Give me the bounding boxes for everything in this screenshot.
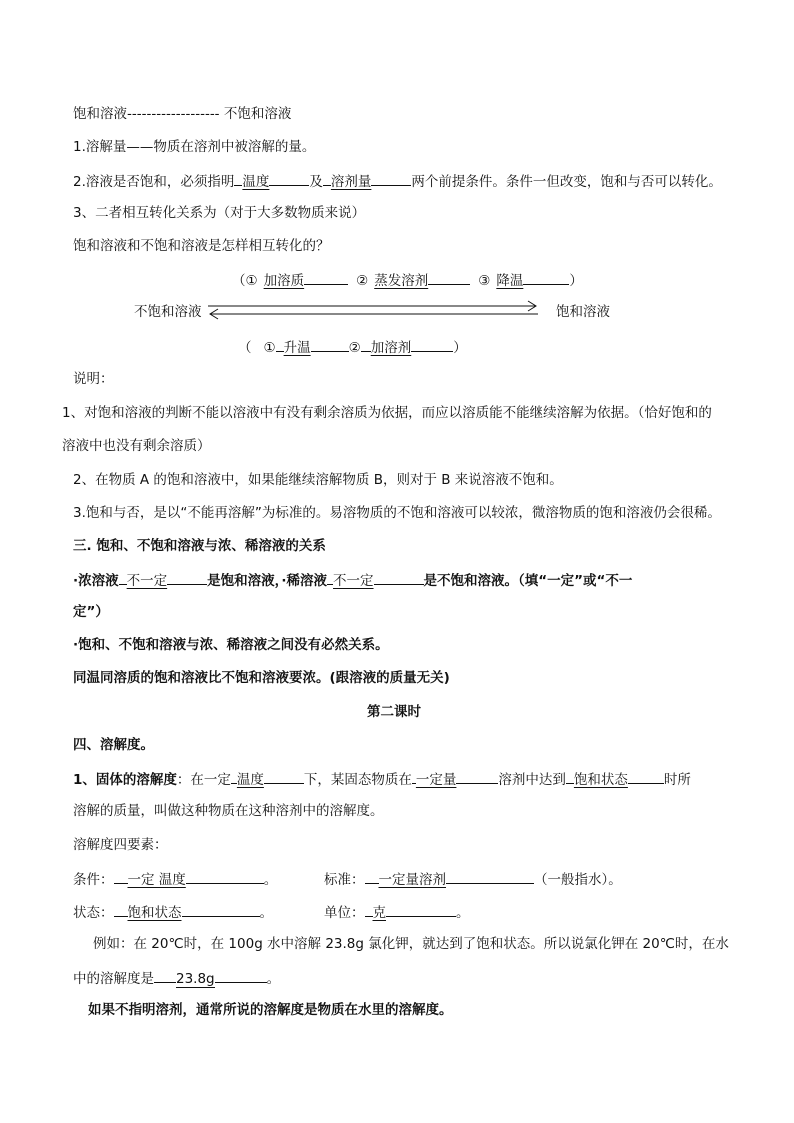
blank: [264, 768, 304, 784]
period: 。: [263, 872, 278, 888]
answer-solvent-amount: 溶剂量: [330, 174, 372, 190]
blank: [365, 868, 379, 884]
solubility-definition: [73, 768, 691, 790]
def-mid-2: 溶剂中达到: [498, 772, 566, 788]
condition-label: 条件：: [73, 872, 114, 888]
blank: [456, 768, 498, 784]
answer-not-necessarily-1: 不一定: [126, 573, 168, 589]
bracket-close: ）: [569, 273, 583, 289]
blank: [186, 868, 264, 884]
blank: [446, 868, 534, 884]
blank: [154, 967, 176, 983]
period: 。: [456, 905, 470, 921]
blank: [119, 569, 127, 585]
bracket-open: （: [238, 340, 252, 356]
blank: [365, 901, 373, 917]
section-3-line-3: ·饱和、不饱和溶液与浓、稀溶液之间没有必然关系。: [73, 637, 389, 653]
cond-add-solvent: 加溶剂: [370, 340, 412, 356]
example-line-1: 例如：在 20℃时，在 100g 水中溶解 23.8g 氯化钾，就达到了饱和状态。所以说氯化钾在 20℃时，在水: [93, 936, 729, 952]
def-pre: ：在一定: [176, 772, 231, 788]
blank: [323, 170, 331, 186]
lesson-2-title: 第二课时: [367, 704, 421, 720]
blank: [386, 901, 456, 917]
answer-temperature: 温度: [242, 174, 270, 190]
blank: [304, 269, 348, 285]
note-title: 说明：: [73, 371, 114, 387]
blank: [374, 569, 424, 585]
solubility-definition-2: 溶解的质量，叫做这种物质在这种溶剂中的溶解度。: [73, 803, 384, 819]
section-3-line-2: 定”）: [73, 604, 109, 620]
bracket-open: （①: [232, 273, 258, 289]
example-pre: 中的溶解度是: [73, 971, 154, 987]
blank: [411, 336, 453, 352]
period: 。: [266, 971, 281, 987]
concentrated-label: ·浓溶液: [73, 573, 119, 589]
conversion-header: [73, 104, 291, 124]
element-unit: [324, 901, 470, 923]
note-1b: 溶液中也没有剩余溶质）: [62, 438, 211, 454]
header-dashes: -------------------: [127, 106, 220, 122]
section-3-line-1: [73, 569, 632, 591]
section-3-line-4: 同温同溶质的饱和溶液比不饱和溶液要浓。(跟溶液的质量无关): [73, 670, 450, 686]
point-2-mid: 及: [309, 174, 323, 190]
blank: [566, 768, 574, 784]
note-3: 3.饱和与否，是以“不能再溶解”为标准的。易溶物质的不饱和溶液可以较浓，微溶物质的饱和溶液仍会很稀。: [73, 505, 721, 521]
point-2-post: 两个前提条件。条件一但改变，饱和与否可以转化。: [411, 174, 722, 190]
standard-label: 标准：: [324, 872, 365, 888]
note-2: 2、在物质 A 的饱和溶液中，如果能继续溶解物质 B，则对于 B 来说溶液不饱和。: [73, 472, 563, 488]
blank: [276, 336, 284, 352]
solubility-label: 1、固体的溶解度: [73, 772, 177, 788]
four-elements-title: 溶解度四要素：: [73, 837, 168, 853]
blank: [628, 768, 664, 784]
marker-1: ①: [263, 340, 276, 356]
diagram-saturated: 饱和溶液: [556, 304, 610, 320]
standard-value: 一定量溶剂: [378, 872, 446, 888]
cond-evaporate-solvent: 蒸发溶剂: [374, 273, 429, 289]
unit-label: 单位：: [324, 905, 365, 921]
point-1: 1.溶解量——物质在溶剂中被溶解的量。: [73, 139, 316, 155]
def-mid-1: 下，某固态物质在: [303, 772, 412, 788]
conversion-arrows-icon: [206, 300, 540, 322]
period: 。: [259, 905, 273, 921]
question: 饱和溶液和不饱和溶液是怎样相互转化的？: [73, 238, 330, 254]
element-condition: [73, 868, 277, 890]
blank: [114, 901, 128, 917]
blank: [215, 967, 267, 983]
answer-saturated: 饱和状态: [573, 772, 628, 788]
header-unsaturated: 不饱和溶液: [223, 106, 292, 122]
unit-value: 克: [372, 905, 386, 921]
def-post: 时所: [663, 772, 691, 788]
blank: [182, 901, 260, 917]
marker-2: ②: [356, 273, 369, 289]
cond-add-solute: 加溶质: [263, 273, 305, 289]
diagram-top-conditions: [232, 269, 583, 291]
blank: [269, 170, 309, 186]
answer-not-necessarily-2: 不一定: [333, 573, 374, 589]
standard-end: （一般指水）。: [534, 872, 622, 888]
point-3: 3、二者相互转化关系为（对于大多数物质来说）: [73, 205, 366, 221]
point-2: [73, 170, 722, 192]
cond-cool: 降温: [496, 273, 524, 289]
bracket-close: ）: [453, 340, 467, 356]
blank: [361, 336, 371, 352]
state-value: 饱和状态: [127, 905, 182, 921]
point-2-pre: 2.溶液是否饱和，必须指明: [73, 174, 235, 190]
example-line-2: [73, 967, 280, 989]
section-4-title: 四、溶解度。: [73, 737, 154, 753]
element-standard: [324, 868, 622, 890]
blank: [371, 170, 411, 186]
marker-2: ②: [348, 340, 361, 356]
header-saturated: 饱和溶液: [73, 106, 127, 122]
section-3-title: 三. 饱和、不饱和溶液与浓、稀溶液的关系: [73, 538, 326, 554]
answer-temp: 温度: [236, 772, 264, 788]
diagram-unsaturated: 不饱和溶液: [134, 304, 202, 320]
note-1a: 1、对饱和溶液的判断不能以溶液中有没有剩余溶质为依据，而应以溶质能不能继续溶解为依据。（恰好饱和的: [62, 405, 712, 421]
blank: [167, 569, 207, 585]
state-label: 状态：: [73, 905, 114, 921]
marker-3: ③: [478, 273, 491, 289]
section-3-line-1-post: 是不饱和溶液。（填“一定”或“不一: [423, 573, 633, 589]
example-answer: 23.8g: [176, 971, 215, 987]
cond-heat: 升温: [283, 340, 311, 356]
blank: [311, 336, 349, 352]
condition-value: 一定 温度: [127, 872, 186, 888]
final-note: 如果不指明溶剂，通常所说的溶解度是物质在水里的溶解度。: [88, 1002, 453, 1018]
blank: [523, 269, 569, 285]
blank: [114, 868, 128, 884]
answer-amount: 一定量: [415, 772, 457, 788]
element-state: [73, 901, 273, 923]
dilute-label: 是饱和溶液，·稀溶液: [207, 573, 328, 589]
blank: [428, 269, 470, 285]
diagram-bottom-conditions: [238, 336, 467, 358]
